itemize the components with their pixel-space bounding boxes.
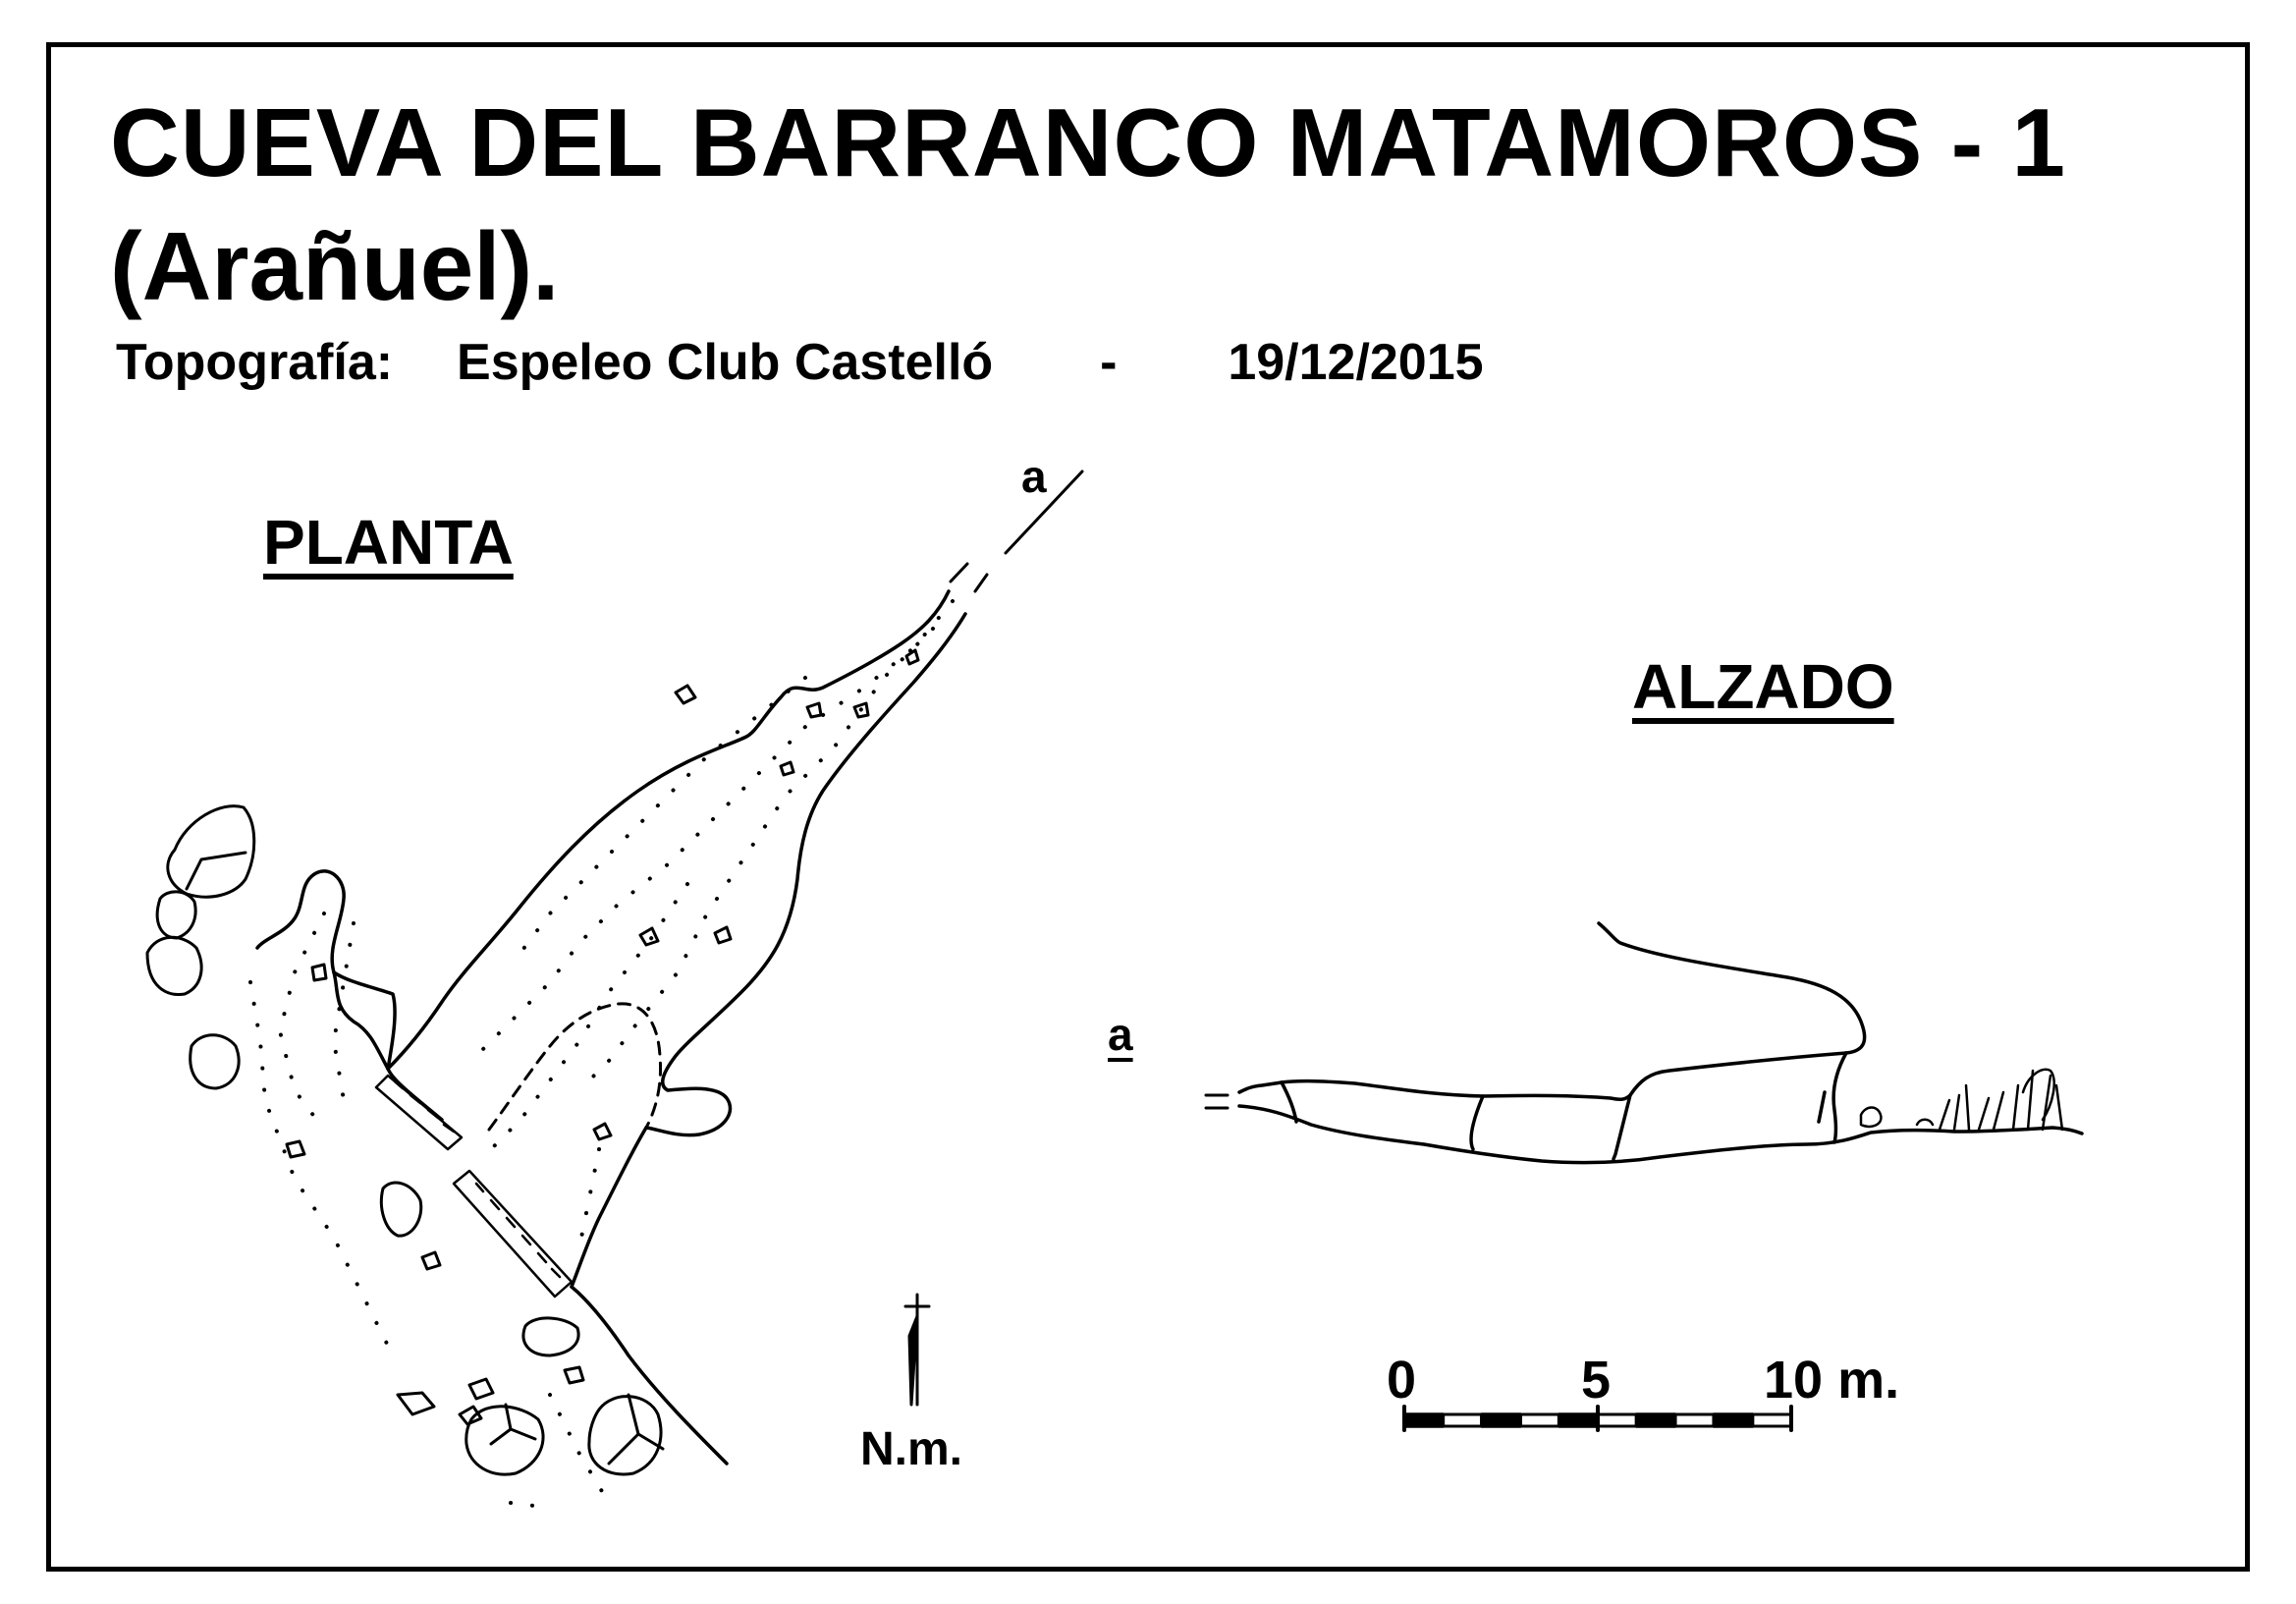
plan-floor-sediment	[250, 601, 953, 1508]
section-marker-elevation: a	[1108, 1009, 1133, 1060]
scale-bar	[1404, 1407, 1791, 1430]
scale-label-10: 10 m.	[1764, 1351, 1900, 1410]
magnetic-north-arrow-icon	[905, 1295, 929, 1405]
survey-date: 19/12/2015	[1228, 334, 1484, 391]
scale-segment	[1636, 1414, 1674, 1426]
survey-label: Topografía:	[116, 334, 394, 391]
scale-segment	[1404, 1414, 1443, 1426]
elevation-view-heading: ALZADO	[1632, 651, 1894, 722]
survey-separator: -	[1100, 334, 1118, 391]
scale-label-5: 5	[1581, 1351, 1612, 1410]
elevation-cave-profile	[1206, 923, 2082, 1163]
elevation-vegetation	[1861, 1070, 2062, 1130]
map-title: CUEVA DEL BARRANCO MATAMOROS - 1	[110, 88, 2066, 196]
survey-author: Espeleo Club Castelló	[457, 334, 994, 391]
scale-label-0: 0	[1387, 1351, 1417, 1410]
plan-cave-outline	[257, 471, 1082, 1464]
plan-boulders	[147, 650, 918, 1474]
scale-segment	[1559, 1414, 1598, 1426]
plan-view-heading: PLANTA	[263, 507, 514, 578]
map-subtitle: (Arañuel).	[110, 212, 560, 320]
scale-segment	[1482, 1414, 1520, 1426]
north-arrow-label: N.m.	[860, 1423, 963, 1475]
scale-segment	[1714, 1414, 1752, 1426]
section-marker-plan: a	[1021, 451, 1047, 502]
